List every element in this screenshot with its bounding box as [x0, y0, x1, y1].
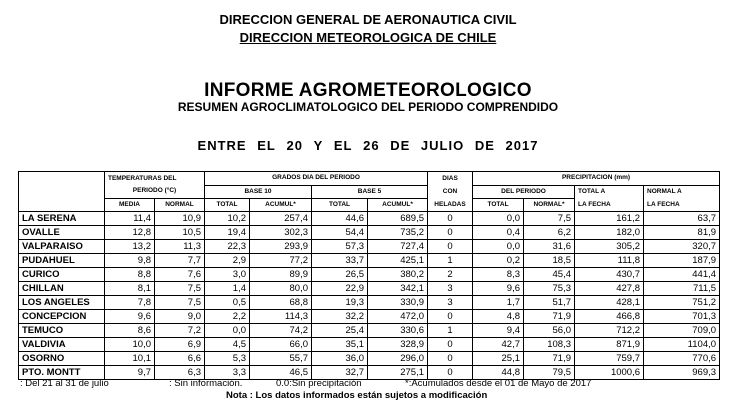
col-total-b10: TOTAL: [205, 198, 250, 212]
cell-media: 8,1: [105, 282, 155, 296]
station-name: OSORNO: [19, 352, 105, 366]
cell-b10-total: 5,3: [205, 352, 250, 366]
table-row: [19, 338, 720, 352]
cell-precip-normal: 56,0: [524, 324, 575, 338]
cell-precip-total: 44,8: [473, 366, 524, 380]
table-row: [19, 310, 720, 324]
cell-media: 11,4: [105, 212, 155, 226]
cell-normal: 6,3: [155, 366, 205, 380]
cell-normal: 7,7: [155, 254, 205, 268]
station-name: LA SERENA: [19, 212, 105, 226]
cell-b10-acumul: 114,3: [250, 310, 312, 324]
cell-total-fecha: 305,2: [575, 240, 644, 254]
cell-b10-total: 19,4: [205, 226, 250, 240]
period-month: JULIO: [420, 138, 465, 153]
period-word: EL: [257, 138, 276, 153]
cell-normal: 7,5: [155, 282, 205, 296]
table-row: [19, 296, 720, 310]
station-name: TEMUCO: [19, 324, 105, 338]
footnote-accum: *:Acumulados desde el 01 de Mayo de 2017: [405, 378, 592, 389]
del-periodo-header: DEL PERIODO: [473, 185, 575, 198]
cell-b5-total: 19,3: [312, 296, 368, 310]
col-acumul-b10: ACUMUL*: [250, 198, 312, 212]
footnote-noinfo: : Sin información.: [169, 378, 243, 389]
cell-precip-normal: 6,2: [524, 226, 575, 240]
cell-media: 9,7: [105, 366, 155, 380]
cell-b5-total: 44,6: [312, 212, 368, 226]
cell-heladas: 1: [428, 254, 473, 268]
period-word: DE: [474, 138, 495, 153]
cell-total-fecha: 712,2: [575, 324, 644, 338]
cell-normal: 6,9: [155, 338, 205, 352]
cell-normal-fecha: 770,6: [644, 352, 720, 366]
cell-normal-fecha: 81,9: [644, 226, 720, 240]
cell-heladas: 0: [428, 226, 473, 240]
cell-heladas: 0: [428, 352, 473, 366]
cell-precip-total: 0,0: [473, 212, 524, 226]
station-name: OVALLE: [19, 226, 105, 240]
org-line-2: DIRECCION METEOROLOGICA DE CHILE: [239, 30, 497, 45]
cell-normal-fecha: 1104,0: [644, 338, 720, 352]
cell-heladas: 0: [428, 310, 473, 324]
cell-total-fecha: 1000,6: [575, 366, 644, 380]
cell-media: 12,8: [105, 226, 155, 240]
cell-b10-total: 2,2: [205, 310, 250, 324]
cell-total-fecha: 430,7: [575, 268, 644, 282]
report-subtitle: RESUMEN AGROCLIMATOLOGICO DEL PERIODO COMPRENDIDO: [177, 100, 559, 114]
org-line-1: DIRECCION GENERAL DE AERONAUTICA CIVIL: [219, 12, 517, 27]
cell-b10-acumul: 80,0: [250, 282, 312, 296]
table-row: [19, 268, 720, 282]
cell-heladas: 0: [428, 338, 473, 352]
cell-media: 7,8: [105, 296, 155, 310]
station-name: CONCEPCION: [19, 310, 105, 324]
cell-b10-total: 22,3: [205, 240, 250, 254]
temp-header-sub: PERIODO (°C): [105, 185, 205, 198]
cell-b10-acumul: 46,5: [250, 366, 312, 380]
cell-total-fecha: 427,8: [575, 282, 644, 296]
col-media: MEDIA: [105, 198, 155, 212]
cell-media: 8,6: [105, 324, 155, 338]
cell-precip-normal: 75,3: [524, 282, 575, 296]
period-word: Y: [313, 138, 324, 153]
cell-b5-acumul: 727,4: [368, 240, 428, 254]
cell-b10-total: 0,5: [205, 296, 250, 310]
period-word: DE: [390, 138, 411, 153]
cell-normal-fecha: 709,0: [644, 324, 720, 338]
period-word: ENTRE: [197, 138, 247, 153]
period-year: 2017: [505, 138, 539, 153]
cell-b10-acumul: 89,9: [250, 268, 312, 282]
cell-b5-total: 32,2: [312, 310, 368, 324]
cell-b5-acumul: 275,1: [368, 366, 428, 380]
cell-b5-acumul: 472,0: [368, 310, 428, 324]
normal-a-header: NORMAL A: [644, 185, 720, 198]
footnote-nota: Nota : Los datos informados están sujetos a modificación: [226, 390, 488, 401]
cell-precip-total: 8,3: [473, 268, 524, 282]
cell-precip-total: 0,0: [473, 240, 524, 254]
cell-b10-acumul: 77,2: [250, 254, 312, 268]
cell-media: 10,1: [105, 352, 155, 366]
cell-normal-fecha: 63,7: [644, 212, 720, 226]
cell-b10-acumul: 68,8: [250, 296, 312, 310]
cell-precip-normal: 7,5: [524, 212, 575, 226]
cell-heladas: 0: [428, 240, 473, 254]
cell-precip-normal: 45,4: [524, 268, 575, 282]
cell-total-fecha: 466,8: [575, 310, 644, 324]
cell-precip-normal: 108,3: [524, 338, 575, 352]
col-normal-fecha: LA FECHA: [644, 198, 720, 212]
cell-b5-total: 32,7: [312, 366, 368, 380]
cell-b5-acumul: 735,2: [368, 226, 428, 240]
cell-media: 9,8: [105, 254, 155, 268]
table-body: [19, 212, 720, 380]
cell-heladas: 3: [428, 296, 473, 310]
cell-normal: 7,5: [155, 296, 205, 310]
cell-total-fecha: 428,1: [575, 296, 644, 310]
cell-media: 8,8: [105, 268, 155, 282]
station-name: CHILLAN: [19, 282, 105, 296]
temp-header: TEMPERATURAS DEL: [105, 172, 205, 186]
cell-precip-total: 4,8: [473, 310, 524, 324]
cell-total-fecha: 111,8: [575, 254, 644, 268]
period-line: [0, 138, 736, 153]
cell-b5-total: 54,4: [312, 226, 368, 240]
agro-table: [18, 171, 720, 380]
corner-cell: [19, 172, 105, 186]
cell-normal: 7,6: [155, 268, 205, 282]
table-row: [19, 282, 720, 296]
cell-b5-total: 22,9: [312, 282, 368, 296]
cell-precip-total: 25,1: [473, 352, 524, 366]
col-total-p: TOTAL: [473, 198, 524, 212]
cell-media: 9,6: [105, 310, 155, 324]
cell-total-fecha: 871,9: [575, 338, 644, 352]
cell-b5-acumul: 342,1: [368, 282, 428, 296]
cell-normal: 11,3: [155, 240, 205, 254]
cell-b5-acumul: 328,9: [368, 338, 428, 352]
station-name: LOS ANGELES: [19, 296, 105, 310]
cell-b10-total: 3,3: [205, 366, 250, 380]
cell-b5-total: 36,0: [312, 352, 368, 366]
period-start-day: 20: [286, 138, 303, 153]
col-normal: NORMAL: [155, 198, 205, 212]
cell-heladas: 1: [428, 324, 473, 338]
cell-normal-fecha: 187,9: [644, 254, 720, 268]
cell-media: 13,2: [105, 240, 155, 254]
station-name: PUDAHUEL: [19, 254, 105, 268]
cell-precip-total: 9,4: [473, 324, 524, 338]
cell-b10-acumul: 257,4: [250, 212, 312, 226]
cell-b5-acumul: 330,9: [368, 296, 428, 310]
col-acumul-b5: ACUMUL*: [368, 198, 428, 212]
cell-b10-acumul: 55,7: [250, 352, 312, 366]
cell-precip-total: 0,2: [473, 254, 524, 268]
con-header: CON: [428, 185, 473, 198]
cell-precip-normal: 71,9: [524, 352, 575, 366]
table-row: [19, 324, 720, 338]
cell-normal-fecha: 969,3: [644, 366, 720, 380]
table-row: [19, 254, 720, 268]
cell-normal-fecha: 711,5: [644, 282, 720, 296]
cell-b10-total: 0,0: [205, 324, 250, 338]
cell-precip-normal: 31,6: [524, 240, 575, 254]
cell-precip-normal: 71,9: [524, 310, 575, 324]
cell-b5-acumul: 380,2: [368, 268, 428, 282]
cell-normal: 9,0: [155, 310, 205, 324]
cell-precip-normal: 79,5: [524, 366, 575, 380]
cell-precip-total: 42,7: [473, 338, 524, 352]
table-row: [19, 212, 720, 226]
cell-total-fecha: 161,2: [575, 212, 644, 226]
cell-b5-total: 57,3: [312, 240, 368, 254]
table-row: [19, 240, 720, 254]
station-name: VALDIVIA: [19, 338, 105, 352]
cell-b10-acumul: 66,0: [250, 338, 312, 352]
cell-heladas: 3: [428, 282, 473, 296]
station-name: VALPARAISO: [19, 240, 105, 254]
cell-b10-total: 10,2: [205, 212, 250, 226]
cell-b10-total: 3,0: [205, 268, 250, 282]
cell-b5-total: 26,5: [312, 268, 368, 282]
cell-media: 10,0: [105, 338, 155, 352]
period-end-day: 26: [363, 138, 380, 153]
cell-b5-total: 35,1: [312, 338, 368, 352]
cell-b5-total: 33,7: [312, 254, 368, 268]
cell-b10-total: 4,5: [205, 338, 250, 352]
corner-cell: [19, 198, 105, 212]
cell-heladas: 0: [428, 212, 473, 226]
base5-header: BASE 5: [312, 185, 428, 198]
total-a-header: TOTAL A: [575, 185, 644, 198]
cell-precip-total: 9,6: [473, 282, 524, 296]
cell-b5-acumul: 330,6: [368, 324, 428, 338]
cell-precip-total: 0,4: [473, 226, 524, 240]
cell-precip-normal: 51,7: [524, 296, 575, 310]
station-name: CURICO: [19, 268, 105, 282]
cell-b10-total: 1,4: [205, 282, 250, 296]
cell-heladas: 0: [428, 366, 473, 380]
cell-b10-acumul: 74,2: [250, 324, 312, 338]
cell-normal-fecha: 701,3: [644, 310, 720, 324]
station-name: PTO. MONTT: [19, 366, 105, 380]
col-total-fecha: LA FECHA: [575, 198, 644, 212]
col-normal-p: NORMAL*: [524, 198, 575, 212]
report-title: INFORME AGROMETEOROLOGICO: [204, 80, 532, 101]
cell-normal-fecha: 320,7: [644, 240, 720, 254]
cell-normal: 7,2: [155, 324, 205, 338]
cell-b10-total: 2,9: [205, 254, 250, 268]
period-word: EL: [333, 138, 353, 153]
cell-b10-acumul: 293,9: [250, 240, 312, 254]
table-row: [19, 226, 720, 240]
table-row: [19, 366, 720, 380]
cell-normal: 6,6: [155, 352, 205, 366]
col-heladas: HELADAS: [428, 198, 473, 212]
cell-precip-normal: 18,5: [524, 254, 575, 268]
cell-normal-fecha: 441,4: [644, 268, 720, 282]
cell-normal: 10,5: [155, 226, 205, 240]
dias-header: DIAS: [428, 172, 473, 186]
cell-heladas: 2: [428, 268, 473, 282]
cell-normal-fecha: 751,2: [644, 296, 720, 310]
cell-b5-acumul: 425,1: [368, 254, 428, 268]
cell-b5-acumul: 296,0: [368, 352, 428, 366]
cell-total-fecha: 182,0: [575, 226, 644, 240]
cell-b5-total: 25,4: [312, 324, 368, 338]
cell-b10-acumul: 302,3: [250, 226, 312, 240]
table-row: [19, 352, 720, 366]
corner-cell: [19, 185, 105, 198]
col-total-b5: TOTAL: [312, 198, 368, 212]
cell-normal: 10,9: [155, 212, 205, 226]
cell-total-fecha: 759,7: [575, 352, 644, 366]
cell-precip-total: 1,7: [473, 296, 524, 310]
footnote-noprecip: 0.0:Sin precipitación: [276, 378, 362, 389]
gdd-header: GRADOS DIA DEL PERIODO: [205, 172, 428, 186]
footnote-period: : Del 21 al 31 de julio: [20, 378, 109, 389]
base10-header: BASE 10: [205, 185, 312, 198]
precip-header: PRECIPITACION (mm): [473, 172, 720, 186]
cell-b5-acumul: 689,5: [368, 212, 428, 226]
